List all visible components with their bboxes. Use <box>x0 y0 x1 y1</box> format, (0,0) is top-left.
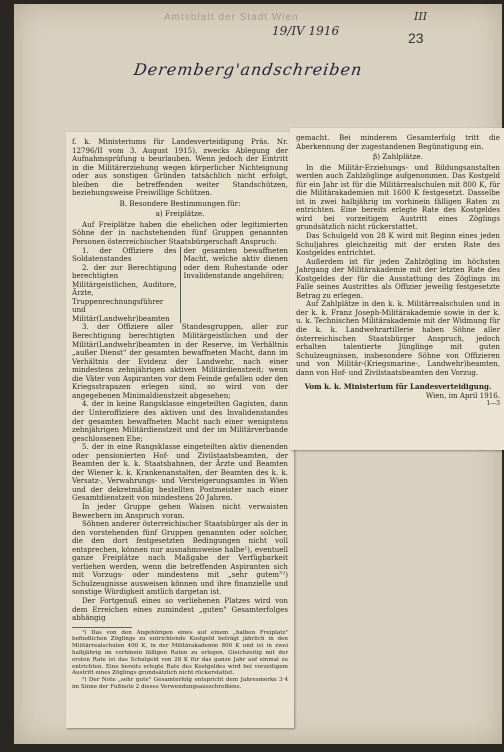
bracket-left <box>72 247 177 324</box>
issuer-signature: Vom k. k. Ministerium für Landesverteidigung. <box>304 382 492 392</box>
paragraph: In die Militär-Erziehungs- und Bildungsanstalten werden auch Zahlzöglinge aufgenommen. Das Kostgeld für ein Jahr ist für die Militärrealschulen mit 800 K, für die Militärakademien mit 1600 K festgesetzt. Dasselbe ist in zwei halbjährig im vorhinein fälligen Raten zu entrichten. Eine bereits erlegte Rate des Kostgeldes wird bei vorzeitigem Austritt eines Zöglings grundsätzlich nicht rückerstattet. <box>296 162 500 232</box>
section-heading: B. Besondere Bestimmungen für: <box>119 198 241 208</box>
paragraph: Söhnen anderer österreichischer Staatsbürger als der in den vorstehenden fünf Gruppen genannten oder solcher, die den dort festgesetzten Bedingungen nicht voll entsprechen, können nur ausnahmsweise halbe¹), eventuell ganze Freiplätze nach Maßgabe der Verfügbarkeit verliehen werden, wenn die betreffenden Aspiranten sich mit Vorzugs- oder mindestens mit „sehr gutem"²) Schulzeugnisse ausweisen können und ihre finanzielle und sonstige Würdigkeit amtlich dargetan ist. <box>72 519 288 597</box>
bracket-group <box>72 247 288 324</box>
paragraph: In jeder Gruppe gehen Waisen nicht verwaisten Bewerbern im Anspruch voran. <box>72 501 288 520</box>
clipping-left-column <box>66 132 294 728</box>
group-4: 4. der in keine Rangsklasse eingeteilten Gagisten, dann der Unteroffiziere des aktiven und des Invalidenstandes der gesamten bewaffneten Macht nach einer wenigstens zehnjährigen Militärdienstzeit und der im Militärverbande geschlossenen Ehe; <box>72 399 288 443</box>
group-2: 2. der zur Berechtigung berechtigten Militärgeistlichen, Auditore, Ärzte, Truppenrechnungsführer und Militär(Landwehr)beamten <box>72 262 177 323</box>
page-number: 23 <box>408 30 424 46</box>
paragraph: Der Fortgenuß eines so verliehenen Platzes wird von dem Erreichen eines zumindest „guten" Gesamterfolges abhängig <box>72 595 288 623</box>
handwritten-date: 19/IV 1916 <box>272 24 340 38</box>
paragraph: Auf Freiplätze haben die ehelichen oder legitimierten Söhne der in nachstehenden fünf Gruppen genannten Personen österreichischer Staatsbürgerschaft Anspruch: <box>72 219 288 247</box>
paragraph: Außerdem ist für jeden Zahlzögling im höchsten Jahrgang der Militärakademie mit der letzten Rate des Kostgeldes der für die Ausstattung des Zöglings im Falle seines Austrittes als Offizier jeweilig festgesetzte Betrag zu erlegen. <box>296 256 500 300</box>
group-3: 3. der Offiziere aller Standesgruppen, aller zur Berechtigung berechtigten Militärgeistlichen und der Militär(Landwehr)beamten in der Reserve, im Verhältnis „außer Dienst" der gesamten bewaffneten Macht, dann im Verhältnis der Evidenz der Landwehr, nach einer mindestens zehnjährigen aktiven Militärdienstzeit; wenn die Väter von Aspiranten vor dem Feinde gefallen oder den Kriegsstrapazen erlegen sind, so wird von der angegebenen Minimaldienstzeit abgesehen; <box>72 322 288 400</box>
place-date: Wien, im April 1916. <box>425 390 500 400</box>
subsection-heading: β) Zahlplätze. <box>373 152 423 162</box>
paragraph: f. k. Ministeriums für Landesverteidigung Präs. Nr. 12796/II vom 3. August 1915), zwecks Ablegung der Aufnahmsprüfung u beurlauben. Wenn jedoch der Eintritt in die Militärerziehung wegen körperlicher Nichteignung oder aus sonstigen Gründen tatsächlich nicht erfolgt, bleiben die betreffenden weiter Standschützen, beziehungsweise Freiwillige Schützen. <box>72 137 288 198</box>
paragraph: Das Schulgeld von 28 K wird mit Beginn eines jeden Schuljahres gleichzeitig mit der ersten Rate des Kostgeldes entrichtet. <box>296 231 500 258</box>
bracket-right: der gesamten bewaffneten Macht, welche aktiv dienen oder dem Ruhestande oder Invalidenstande angehören; <box>180 247 289 324</box>
group-5: 5. der in eine Rangsklasse eingeteilten aktiv dienenden oder pensionierten Hof- und Zivilstaatsbeamten, der Beamten der k. k. Staatsbahnen, der Ärzte und Beamten der Wiener k. k. Krankenanstalten, der Beamten des k. k. Versatz-, Verwahrungs- und Versteigerungsamtes in Wien und der dekretmäßig bestellten Postmeister nach einer Gesamtdienstzeit von mindestens 20 Jahren. <box>72 442 288 503</box>
right-column-text <box>296 134 500 409</box>
paragraph: gemacht. Bei minderem Gesamterfolg tritt die Aberkennung der zugestandenen Begünstigung ein. <box>296 133 500 151</box>
document-page <box>14 4 502 744</box>
page-mark: III <box>414 10 428 23</box>
clipping-right-column <box>290 128 504 450</box>
paragraph: Auf Zahlplätze in den k. k. Militärrealschulen und in der k. k. Franz Joseph-Militärakademie sowie in der k. u. k. Technischen Militärakademie mit der Widmung für die k. k. Landwehrartillerie haben Söhne aller österreichischen Staatsbürger Anspruch, jedoch erhalten talentierte Jünglinge mit guten Schulzeugnissen, insbesondere Söhne von Offizieren und von Militär-(Kriegsmarine-, Landwehr)beamten, dann von Hof- und Zivilstaatsbeamten den Vorzug. <box>296 299 500 377</box>
handwritten-title: Deremberg'andschreiben <box>132 60 364 79</box>
archive-stamp: Amtsblatt der Stadt Wien <box>164 12 299 23</box>
footnote-rule <box>72 627 132 628</box>
group-1: 1. der Offiziere des Soldatenstandes <box>72 245 177 264</box>
footnote-1: ¹) Das von den Angehörigen eines auf einem „halben Freiplatz" befindlichen Zöglings zu entrichtende Kostgeld beträgt jährlich in den Militärrealschulen 400 K, in der Militärakademie 800 K und ist in zwei halbjährig im vorhinein fälligen Raten zu erlegen. Gleichzeitig mit der ersten Rate ist das Schulgeld von 28 K für das ganze Jahr auf einmal zu entrichten. Eine bereits erlegte Rate des Kostgeldes wird bei vorzeitigem Austritt eines Zöglings grundsätzlich nicht rückerstattet. <box>72 629 288 677</box>
footnote-2: ²) Der Note „sehr gute" Gesamterfolg entspricht dem Jahresmerke 3·4 im Sinne der Fußnote 2 dieses Verwendungsausschreibens. <box>72 677 288 690</box>
page-reference: 1—3 <box>486 400 500 408</box>
left-column-text <box>72 138 288 691</box>
subsection-heading: a) Freiplätze. <box>155 209 205 219</box>
